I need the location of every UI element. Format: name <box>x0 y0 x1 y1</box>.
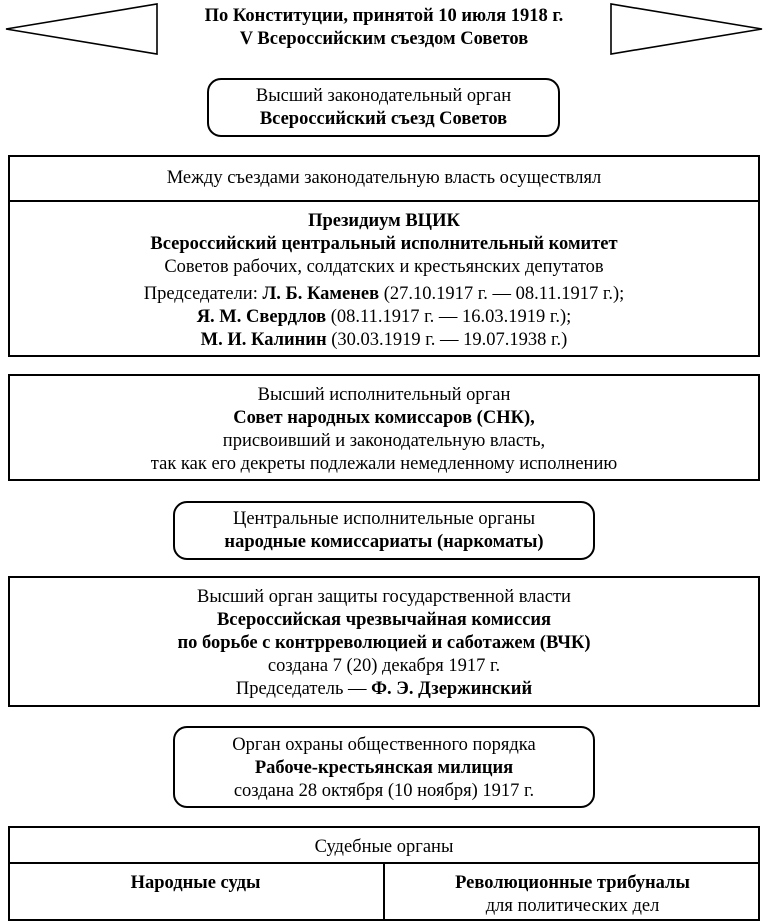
supreme-legislative-caption: Высший законодательный орган <box>255 86 512 106</box>
vchk-chair-name: Ф. Э. Дзержинский <box>371 679 533 699</box>
left-arrow-shape <box>6 4 157 54</box>
tribunals-subtitle: для политических дел <box>485 896 660 916</box>
vtsik-chair-2 <box>10 306 758 329</box>
vtsik-box <box>8 200 760 357</box>
supreme-legislative-name: Всероссийский съезд Советов <box>259 109 508 129</box>
revolutionary-tribunals <box>385 872 760 918</box>
narkomats-box <box>173 501 595 560</box>
narkomats-caption: Центральные исполнительные органы <box>232 509 536 529</box>
snk-line-3: присвоивший и законодательную власть, <box>222 431 546 451</box>
courts-caption: Судебные органы <box>314 837 454 857</box>
supreme-legislative-box <box>207 78 560 137</box>
chair-name: М. И. Калинин <box>200 330 327 350</box>
militia-name: Рабоче-крестьянская милиция <box>254 758 514 778</box>
vchk-chair <box>10 678 758 701</box>
tribunals-title: Революционные трибуналы <box>455 873 690 893</box>
snk-line-4: так как его декреты подлежали немедленному исполнению <box>150 454 618 474</box>
snk-box <box>8 374 760 481</box>
vtsik-full-name: Всероссийский центральный исполнительный комитет <box>150 234 618 254</box>
chair-name: Л. Б. Каменев <box>262 284 380 304</box>
chair-name: Я. М. Свердлов <box>196 307 327 327</box>
narkomats-name: народные комиссариаты (наркоматы) <box>224 532 544 552</box>
vchk-name-line-1: Всероссийская чрезвычайная комиссия <box>216 610 552 630</box>
vchk-name-line-2: по борьбе с контрреволюцией и саботажем (ВЧК) <box>177 633 591 653</box>
between-congresses-caption: Между съездами законодательную власть осуществлял <box>166 168 602 188</box>
vchk-box <box>8 576 760 707</box>
header-title <box>157 5 611 51</box>
header-line-2: V Всероссийским съездом Советов <box>239 29 529 49</box>
militia-box <box>173 726 595 808</box>
chairs-label: Председатели: <box>143 284 263 304</box>
peoples-courts: Народные суды <box>130 873 261 893</box>
snk-caption: Высший исполнительный орган <box>257 385 511 405</box>
vtsik-chair-3 <box>10 329 758 352</box>
chair-term: (08.11.1917 г. — 16.03.1919 г.); <box>326 307 572 327</box>
vchk-created: создана 7 (20) декабря 1917 г. <box>267 656 501 676</box>
between-congresses-box <box>8 155 760 202</box>
vchk-caption: Высший орган защиты государственной власти <box>197 587 571 607</box>
vtsik-subtitle: Советов рабочих, солдатских и крестьянских депутатов <box>164 257 604 277</box>
chair-term: (30.03.1919 г. — 19.07.1938 г.) <box>326 330 568 350</box>
chair-term: (27.10.1917 г. — 08.11.1917 г.); <box>379 284 625 304</box>
militia-created: создана 28 октября (10 ноября) 1917 г. <box>233 781 535 801</box>
vtsik-title: Президиум ВЦИК <box>308 211 460 231</box>
vchk-chair-label: Председатель — <box>235 679 372 699</box>
militia-caption: Орган охраны общественного порядка <box>232 735 536 755</box>
right-arrow-shape <box>611 4 762 54</box>
header-line-1: По Конституции, принятой 10 июля 1918 г. <box>204 6 564 26</box>
vtsik-chair-1 <box>10 283 758 306</box>
snk-name: Совет народных комиссаров (СНК), <box>233 408 535 428</box>
